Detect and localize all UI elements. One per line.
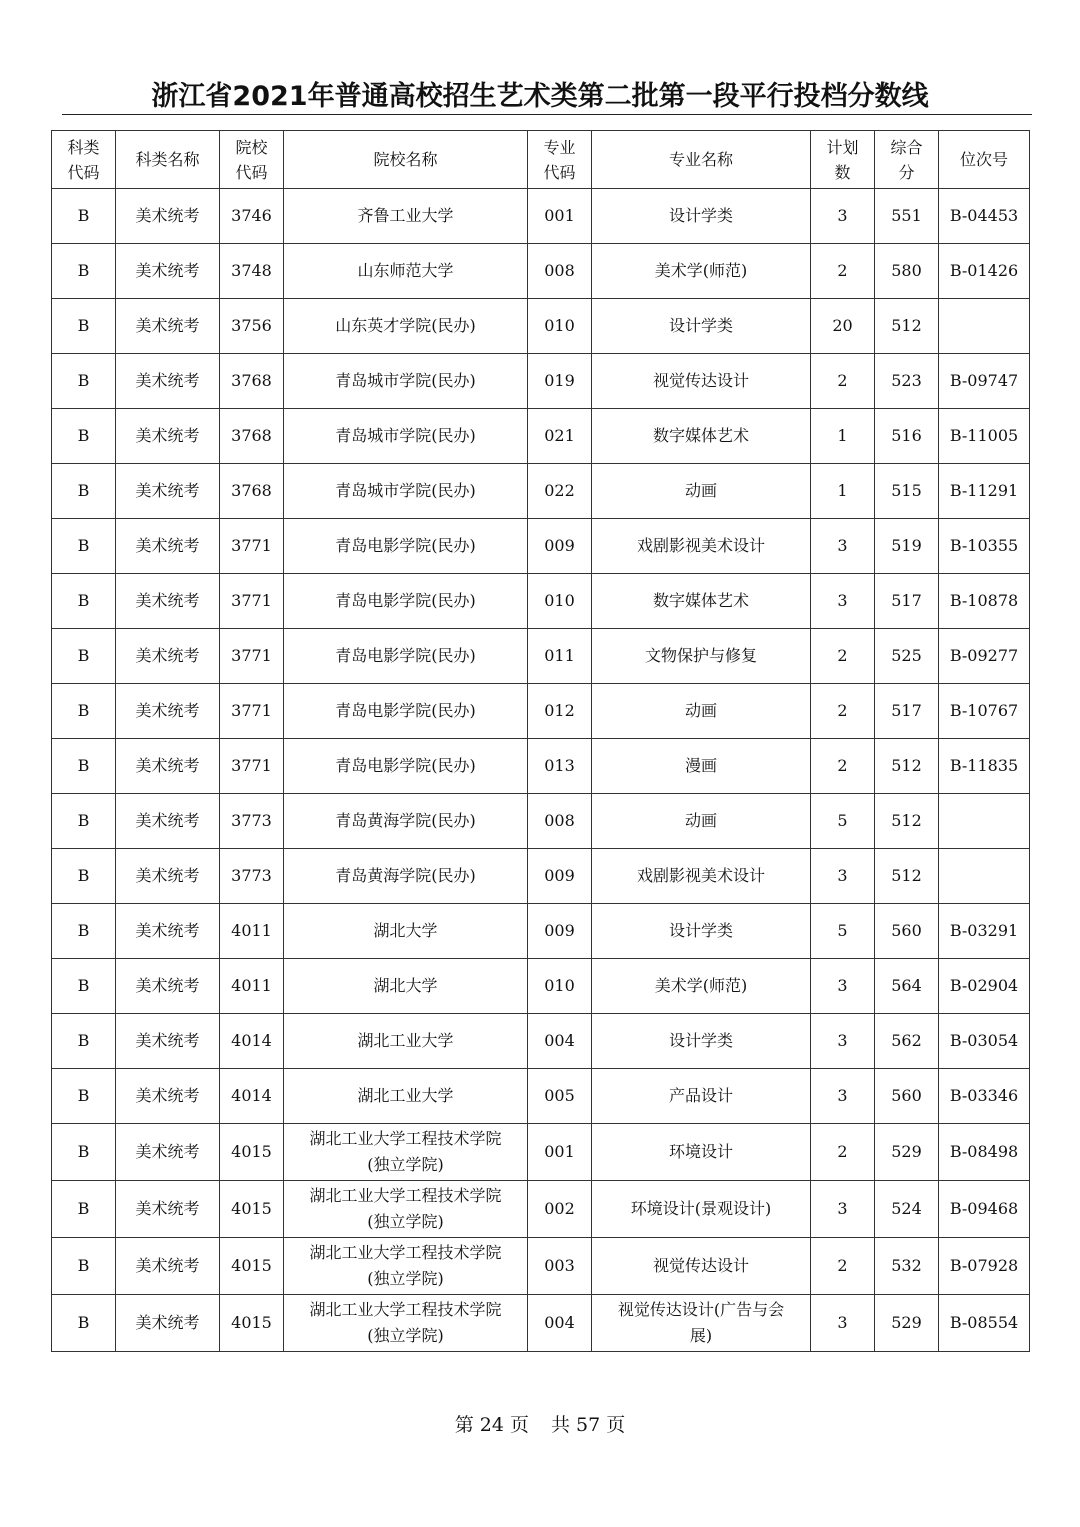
cell-major-name: 戏剧影视美术设计 [592,849,811,904]
cell-major-code: 019 [528,354,592,409]
cell-major-name: 视觉传达设计 [592,354,811,409]
cell-major-name: 戏剧影视美术设计 [592,519,811,574]
cell-rank: B-09468 [939,1181,1030,1238]
cell-school-code: 4014 [220,1069,284,1124]
cell-plan-count: 2 [811,1124,875,1181]
cell-major-name: 环境设计 [592,1124,811,1181]
cell-category-name: 美术统考 [116,904,220,959]
cell-plan-count: 1 [811,409,875,464]
cell-rank: B-04453 [939,189,1030,244]
cell-category-name: 美术统考 [116,1238,220,1295]
cell-category-name: 美术统考 [116,409,220,464]
cell-total-score: 564 [875,959,939,1014]
table-row [52,1181,1030,1238]
cell-school-name: 湖北工业大学 [284,1069,528,1124]
cell-major-code: 008 [528,244,592,299]
table-row [52,464,1030,519]
cell-category-name: 美术统考 [116,244,220,299]
cell-category-name: 美术统考 [116,574,220,629]
cell-major-code: 001 [528,189,592,244]
cell-school-code: 4015 [220,1124,284,1181]
cell-category-code: B [52,1295,116,1352]
cell-rank: B-10878 [939,574,1030,629]
cell-major-code: 002 [528,1181,592,1238]
cell-school-name: 青岛电影学院(民办) [284,684,528,739]
cell-category-code: B [52,849,116,904]
header-plan-count: 计划 数 [811,131,875,189]
cell-total-score: 512 [875,849,939,904]
cell-category-name: 美术统考 [116,299,220,354]
cell-major-name: 动画 [592,464,811,519]
cell-rank: B-10767 [939,684,1030,739]
cell-category-name: 美术统考 [116,519,220,574]
cell-plan-count: 3 [811,574,875,629]
cell-school-code: 4011 [220,959,284,1014]
cell-major-name: 设计学类 [592,299,811,354]
page-title: 浙江省2021年普通高校招生艺术类第二批第一段平行投档分数线 [151,81,929,112]
cell-category-name: 美术统考 [116,959,220,1014]
header-school-code: 院校 代码 [220,131,284,189]
cell-category-code: B [52,574,116,629]
cell-plan-count: 3 [811,959,875,1014]
cell-plan-count: 5 [811,794,875,849]
cell-plan-count: 3 [811,849,875,904]
page-number: 第 24 页 [454,1414,529,1436]
cell-category-code: B [52,1124,116,1181]
cell-school-name: 青岛城市学院(民办) [284,409,528,464]
cell-school-code: 3771 [220,684,284,739]
header-major-code: 专业 代码 [528,131,592,189]
cell-rank: B-01426 [939,244,1030,299]
cell-rank [939,794,1030,849]
table-row [52,409,1030,464]
cell-plan-count: 5 [811,904,875,959]
table-row [52,739,1030,794]
cell-school-code: 4011 [220,904,284,959]
cell-school-code: 3773 [220,794,284,849]
cell-plan-count: 3 [811,1181,875,1238]
cell-school-name: 山东英才学院(民办) [284,299,528,354]
cell-school-name: 青岛电影学院(民办) [284,629,528,684]
cell-category-code: B [52,1238,116,1295]
cell-category-name: 美术统考 [116,849,220,904]
cell-total-score: 525 [875,629,939,684]
header-major-name: 专业名称 [592,131,811,189]
cell-school-name: 湖北大学 [284,959,528,1014]
table-row [52,1069,1030,1124]
cell-total-score: 516 [875,409,939,464]
cell-total-score: 515 [875,464,939,519]
cell-rank [939,849,1030,904]
table-row [52,684,1030,739]
cell-school-name: 湖北工业大学工程技术学院 (独立学院) [284,1124,528,1181]
cell-plan-count: 2 [811,684,875,739]
cell-school-code: 3771 [220,519,284,574]
cell-school-code: 4015 [220,1238,284,1295]
cell-major-code: 003 [528,1238,592,1295]
cell-major-name: 数字媒体艺术 [592,409,811,464]
table-row [52,244,1030,299]
table-row [52,959,1030,1014]
cell-rank: B-11835 [939,739,1030,794]
title-underline [62,114,1032,115]
cell-school-name: 青岛电影学院(民办) [284,574,528,629]
cell-category-code: B [52,684,116,739]
table-row [52,574,1030,629]
cell-category-code: B [52,409,116,464]
cell-category-code: B [52,464,116,519]
cell-rank: B-11291 [939,464,1030,519]
cell-category-name: 美术统考 [116,464,220,519]
cell-major-name: 设计学类 [592,189,811,244]
cell-category-name: 美术统考 [116,354,220,409]
cell-school-name: 齐鲁工业大学 [284,189,528,244]
cell-rank: B-08554 [939,1295,1030,1352]
cell-total-score: 519 [875,519,939,574]
table-row [52,1238,1030,1295]
cell-total-score: 512 [875,794,939,849]
cell-major-code: 021 [528,409,592,464]
cell-major-name: 视觉传达设计(广告与会 展) [592,1295,811,1352]
cell-major-code: 011 [528,629,592,684]
cell-category-code: B [52,794,116,849]
table-row [52,189,1030,244]
cell-school-code: 3768 [220,354,284,409]
score-table [51,130,1030,1352]
cell-total-score: 524 [875,1181,939,1238]
cell-category-name: 美术统考 [116,1069,220,1124]
header-category-name: 科类名称 [116,131,220,189]
cell-category-code: B [52,1181,116,1238]
table-row [52,354,1030,409]
cell-school-code: 3756 [220,299,284,354]
cell-school-name: 青岛黄海学院(民办) [284,794,528,849]
table-row [52,299,1030,354]
cell-plan-count: 3 [811,1295,875,1352]
cell-major-name: 产品设计 [592,1069,811,1124]
cell-plan-count: 3 [811,519,875,574]
cell-major-code: 008 [528,794,592,849]
cell-major-name: 环境设计(景观设计) [592,1181,811,1238]
cell-school-code: 4014 [220,1014,284,1069]
cell-category-code: B [52,519,116,574]
cell-plan-count: 2 [811,354,875,409]
cell-major-code: 004 [528,1014,592,1069]
cell-total-score: 551 [875,189,939,244]
cell-plan-count: 3 [811,1069,875,1124]
cell-school-name: 青岛黄海学院(民办) [284,849,528,904]
cell-plan-count: 2 [811,1238,875,1295]
cell-major-name: 设计学类 [592,1014,811,1069]
cell-school-name: 青岛城市学院(民办) [284,354,528,409]
cell-total-score: 532 [875,1238,939,1295]
header-total-score: 综合 分 [875,131,939,189]
table-row [52,849,1030,904]
cell-total-score: 560 [875,904,939,959]
cell-major-code: 009 [528,904,592,959]
cell-major-name: 文物保护与修复 [592,629,811,684]
cell-category-name: 美术统考 [116,189,220,244]
cell-school-code: 3746 [220,189,284,244]
cell-category-name: 美术统考 [116,684,220,739]
cell-plan-count: 1 [811,464,875,519]
cell-category-name: 美术统考 [116,739,220,794]
cell-category-code: B [52,739,116,794]
cell-category-code: B [52,299,116,354]
cell-plan-count: 20 [811,299,875,354]
cell-category-name: 美术统考 [116,1014,220,1069]
cell-major-name: 美术学(师范) [592,244,811,299]
cell-rank: B-11005 [939,409,1030,464]
cell-major-name: 漫画 [592,739,811,794]
header-category-code: 科类 代码 [52,131,116,189]
cell-major-code: 010 [528,574,592,629]
cell-major-name: 动画 [592,794,811,849]
cell-rank: B-03054 [939,1014,1030,1069]
cell-major-name: 数字媒体艺术 [592,574,811,629]
cell-major-name: 动画 [592,684,811,739]
cell-major-code: 012 [528,684,592,739]
cell-category-code: B [52,354,116,409]
cell-category-code: B [52,959,116,1014]
cell-school-name: 山东师范大学 [284,244,528,299]
table-row [52,1124,1030,1181]
table-row [52,629,1030,684]
cell-school-name: 青岛城市学院(民办) [284,464,528,519]
cell-rank: B-02904 [939,959,1030,1014]
cell-rank: B-08498 [939,1124,1030,1181]
table-row [52,1014,1030,1069]
cell-plan-count: 2 [811,739,875,794]
cell-total-score: 517 [875,684,939,739]
cell-rank [939,299,1030,354]
cell-total-score: 523 [875,354,939,409]
cell-total-score: 512 [875,739,939,794]
cell-school-name: 湖北大学 [284,904,528,959]
cell-school-code: 3771 [220,574,284,629]
cell-category-code: B [52,1069,116,1124]
cell-plan-count: 2 [811,244,875,299]
cell-rank: B-09747 [939,354,1030,409]
cell-category-name: 美术统考 [116,629,220,684]
cell-school-code: 3771 [220,629,284,684]
cell-major-name: 设计学类 [592,904,811,959]
cell-major-code: 022 [528,464,592,519]
cell-major-code: 001 [528,1124,592,1181]
cell-rank: B-03346 [939,1069,1030,1124]
cell-major-code: 009 [528,849,592,904]
cell-school-name: 湖北工业大学 [284,1014,528,1069]
cell-total-score: 562 [875,1014,939,1069]
cell-school-name: 青岛电影学院(民办) [284,519,528,574]
cell-major-code: 013 [528,739,592,794]
cell-school-code: 3771 [220,739,284,794]
cell-school-name: 湖北工业大学工程技术学院 (独立学院) [284,1238,528,1295]
cell-school-name: 湖北工业大学工程技术学院 (独立学院) [284,1181,528,1238]
header-school-name: 院校名称 [284,131,528,189]
cell-category-code: B [52,244,116,299]
cell-total-score: 580 [875,244,939,299]
cell-category-code: B [52,904,116,959]
cell-rank: B-03291 [939,904,1030,959]
cell-major-code: 010 [528,959,592,1014]
cell-major-name: 视觉传达设计 [592,1238,811,1295]
cell-school-code: 4015 [220,1295,284,1352]
cell-rank: B-09277 [939,629,1030,684]
cell-category-code: B [52,189,116,244]
cell-major-code: 010 [528,299,592,354]
cell-category-name: 美术统考 [116,1124,220,1181]
cell-total-score: 512 [875,299,939,354]
cell-school-code: 4015 [220,1181,284,1238]
cell-school-code: 3768 [220,409,284,464]
page-total: 共 57 页 [551,1414,626,1436]
cell-plan-count: 3 [811,1014,875,1069]
cell-category-name: 美术统考 [116,794,220,849]
cell-total-score: 529 [875,1295,939,1352]
cell-rank: B-10355 [939,519,1030,574]
cell-major-code: 004 [528,1295,592,1352]
cell-category-code: B [52,1014,116,1069]
cell-major-code: 005 [528,1069,592,1124]
table-row [52,1295,1030,1352]
cell-school-code: 3748 [220,244,284,299]
table-row [52,794,1030,849]
table-row [52,904,1030,959]
cell-major-name: 美术学(师范) [592,959,811,1014]
cell-plan-count: 3 [811,189,875,244]
cell-category-name: 美术统考 [116,1181,220,1238]
cell-total-score: 529 [875,1124,939,1181]
cell-school-code: 3768 [220,464,284,519]
cell-category-name: 美术统考 [116,1295,220,1352]
cell-plan-count: 2 [811,629,875,684]
cell-school-name: 湖北工业大学工程技术学院 (独立学院) [284,1295,528,1352]
cell-total-score: 517 [875,574,939,629]
table-row [52,519,1030,574]
cell-rank: B-07928 [939,1238,1030,1295]
cell-major-code: 009 [528,519,592,574]
cell-category-code: B [52,629,116,684]
cell-school-name: 青岛电影学院(民办) [284,739,528,794]
cell-school-code: 3773 [220,849,284,904]
table-header-row [52,131,1030,189]
header-rank: 位次号 [939,131,1030,189]
page-footer [0,1410,1080,1437]
cell-total-score: 560 [875,1069,939,1124]
